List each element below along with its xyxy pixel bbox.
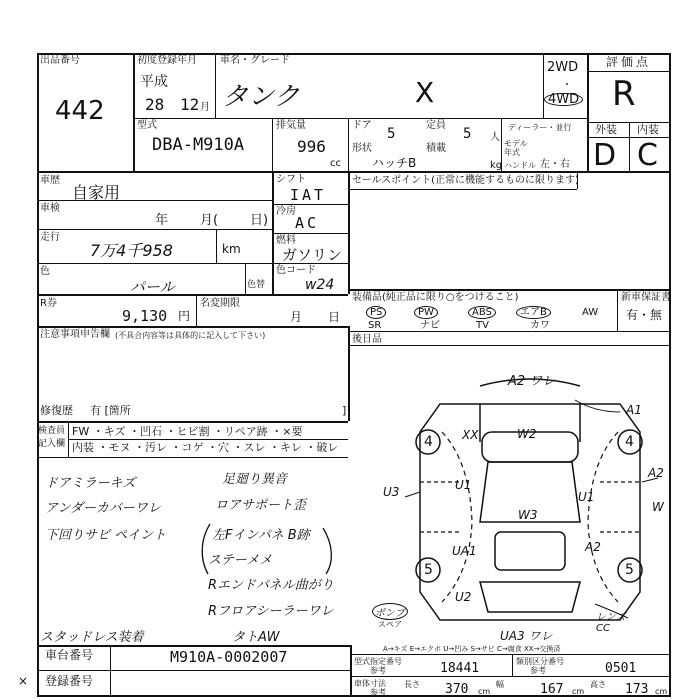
drive-2wd: 2WD: [547, 60, 579, 75]
diag-xx: XX: [462, 428, 479, 442]
fuel: ガソリン: [282, 246, 343, 264]
diag-a2-mid: A2: [585, 540, 601, 554]
inspector-row-2: 内装 ・モヌ ・汚レ ・コゲ ・穴 ・スレ ・キレ ・破レ: [72, 441, 339, 454]
color-label: 色: [40, 266, 50, 277]
height-label: 高さ: [590, 680, 606, 689]
note-bracket: [198, 520, 338, 578]
after-label: 後日品: [352, 334, 382, 345]
score-label: 評価点: [606, 55, 652, 69]
note-7: 左Fインパネ B跡: [212, 528, 310, 543]
inspection-day: 日): [250, 213, 269, 228]
type-no-ref: 参考: [370, 666, 386, 675]
note-2: アンダーカバーワレ: [45, 501, 161, 516]
note-4: スタッドレス装着: [40, 630, 144, 645]
notes-sub: (不具合内容等は具体的に記入して下さい): [115, 331, 266, 340]
kg-unit: kg: [490, 160, 503, 171]
door-label: ドア: [352, 120, 372, 131]
equip-ps: PS: [366, 306, 386, 319]
diag-u1-right: U1: [578, 490, 595, 504]
diag-dent: レンズ CC: [596, 612, 626, 634]
width-label: 幅: [496, 680, 504, 689]
diag-ua3-wre: UA3 ワレ: [500, 629, 553, 643]
note-5: 足廻り異音: [222, 472, 288, 487]
inspection-label: 車検: [40, 203, 60, 214]
size-label: 車体寸法: [354, 679, 386, 688]
diag-a2-wre: A2 ワレ: [508, 374, 556, 389]
yen-unit: 円: [178, 309, 191, 323]
warranty-label: 新車保証書: [621, 292, 671, 303]
cc-unit: cc: [330, 158, 341, 169]
shift: IAT: [290, 186, 327, 204]
note-6: ロアサポート歪: [215, 498, 307, 513]
recycle-fee: 9,130: [122, 307, 168, 325]
diag-spare-sub: スペア: [378, 620, 402, 629]
car-name-label: 車名・グレード: [220, 55, 290, 66]
r-label: R券: [40, 298, 57, 309]
diag-w2-top: W2: [517, 427, 537, 441]
handle-value: 左・右: [540, 159, 570, 170]
model-label: 型式: [137, 120, 157, 131]
ac: AC: [295, 214, 320, 232]
height: 173: [625, 682, 649, 697]
displacement-label: 排気量: [276, 120, 306, 131]
load-label: 積載: [426, 143, 446, 154]
warranty-value: 有・無: [626, 308, 663, 322]
diag-tire-fl: 4: [424, 434, 433, 450]
equip-aw: AW: [582, 307, 599, 318]
expiry-label: 名変期限: [200, 298, 240, 309]
width: 167: [540, 682, 564, 697]
usage: 自家用: [72, 183, 121, 202]
note-3: 下回りサビ ペイント: [45, 528, 167, 543]
inspector-label-1: 検査員: [38, 426, 66, 436]
diag-a2-right: A2: [648, 466, 664, 480]
lot-number: 442: [55, 96, 105, 126]
diag-u2: U2: [455, 590, 472, 604]
diag-tire-fr: 4: [625, 434, 634, 450]
class-no-ref: 参考: [530, 666, 546, 675]
note-9: Rエンドパネル曲がり: [208, 578, 334, 593]
first-reg-label: 初度登録年月: [137, 55, 197, 66]
diag-ua1: UA1: [452, 544, 477, 558]
color-no-label: 色替: [247, 280, 266, 290]
repair-value: 有 [箇所: [90, 404, 131, 417]
repair-close: ]: [342, 404, 347, 417]
length-label: 長さ: [404, 680, 420, 689]
equipment-label: 装備品(純正品に限り○をつけること): [352, 292, 519, 303]
car-diagram: [380, 372, 698, 642]
diag-spare: ポンプ: [372, 603, 408, 620]
score-value: R: [612, 74, 636, 114]
equip-airbag: エアB: [516, 306, 551, 319]
mileage-label: 走行: [40, 232, 60, 243]
class-no: 0501: [605, 661, 637, 676]
equip-navi: ナビ: [420, 320, 440, 331]
note-1: ドアミラーキズ: [45, 476, 136, 491]
dealer-label: ディーラー・並行: [508, 123, 572, 132]
color-code-label: 色コード: [276, 265, 316, 276]
length-cm: cm: [478, 687, 491, 696]
chassis-label: 車台番号: [45, 648, 94, 662]
type-no-label: 型式指定番号: [354, 657, 402, 666]
diag-u3: U3: [383, 485, 400, 499]
grade: X: [415, 76, 435, 109]
capacity-label: 定員: [426, 120, 446, 131]
reg-month-unit: 月: [200, 102, 210, 113]
width-cm: cm: [572, 687, 585, 696]
inspector-label-2: 記入欄: [38, 439, 66, 449]
lot-label: 出品番号: [40, 55, 80, 66]
note-11: タトAW: [232, 630, 280, 645]
equip-sr: SR: [368, 320, 382, 331]
equip-pw: PW: [414, 306, 438, 319]
model: DBA-M910A: [152, 135, 245, 155]
shape-label: 形状: [352, 143, 372, 154]
km-unit: km: [222, 242, 241, 256]
drive-4wd: 4WD: [544, 93, 583, 106]
diag-w3: W3: [518, 508, 538, 522]
displacement: 996: [297, 137, 326, 156]
type-no: 18441: [440, 661, 480, 676]
size-ref: 参考: [370, 688, 386, 697]
usage-label: 車歴: [40, 175, 60, 186]
expiry-day: 日: [328, 310, 341, 324]
shift-label: シフト: [276, 174, 306, 185]
height-cm: cm: [655, 687, 668, 696]
interior-label: 内装: [637, 123, 659, 136]
equip-tv: TV: [476, 320, 489, 331]
length: 370: [445, 682, 469, 697]
fuel-label: 燃料: [276, 235, 296, 246]
diag-w-right: W: [652, 500, 664, 514]
interior-grade: C: [637, 138, 658, 173]
color-code: w24: [305, 277, 335, 293]
person-unit: 人: [490, 132, 500, 143]
mileage: 7万4千958: [90, 241, 173, 260]
note-10: Rフロアシーラーワレ: [208, 604, 334, 619]
ac-label: 冷房: [276, 206, 296, 217]
inspection-year: 年: [155, 213, 169, 228]
inspection-month: 月(: [200, 213, 219, 228]
class-no-label: 類別区分番号: [516, 657, 564, 666]
diag-tire-rl: 5: [424, 562, 433, 578]
reg-label: 登録番号: [45, 674, 94, 688]
diag-u1-left: U1: [455, 478, 472, 492]
equip-abs: ABS: [468, 306, 496, 319]
drive-dot: ・: [562, 80, 572, 91]
sales-points-label: セールスポイント(正常に機能するものに限ります): [352, 175, 579, 186]
margin-mark: ×: [18, 674, 29, 688]
car-name: タンク: [222, 82, 300, 112]
chassis: M910A-0002007: [170, 648, 288, 666]
exterior-grade: D: [593, 138, 617, 173]
notes-label: 注意事項申告欄: [40, 329, 110, 340]
expiry-month: 月: [290, 310, 303, 324]
exterior-label: 外装: [595, 123, 617, 136]
era: 平成: [140, 74, 168, 90]
diag-tire-rr: 5: [625, 562, 634, 578]
diag-a1: A1: [626, 403, 642, 417]
inspector-row-1: FW ・キズ ・凹石 ・ヒビ割 ・リペア跡 ・×要: [72, 425, 303, 438]
color: パール: [130, 278, 175, 296]
reg-month: 12: [180, 95, 200, 114]
capacity: 5: [463, 126, 472, 142]
doors: 5: [387, 126, 396, 142]
repair-label: 修復歴: [40, 404, 73, 417]
diag-legend-1: A→キズ E→エクボ U→凹み S→サビ C→腐食 XX→交換済: [383, 645, 561, 653]
handle-label: ハンドル: [504, 161, 536, 170]
reg-year: 28: [145, 95, 165, 114]
model-year-label: モデル 年式: [504, 139, 528, 157]
shape: ハッチB: [372, 156, 417, 170]
note-8: ステーメメ: [208, 553, 273, 568]
equip-cam: カワ: [530, 320, 550, 331]
